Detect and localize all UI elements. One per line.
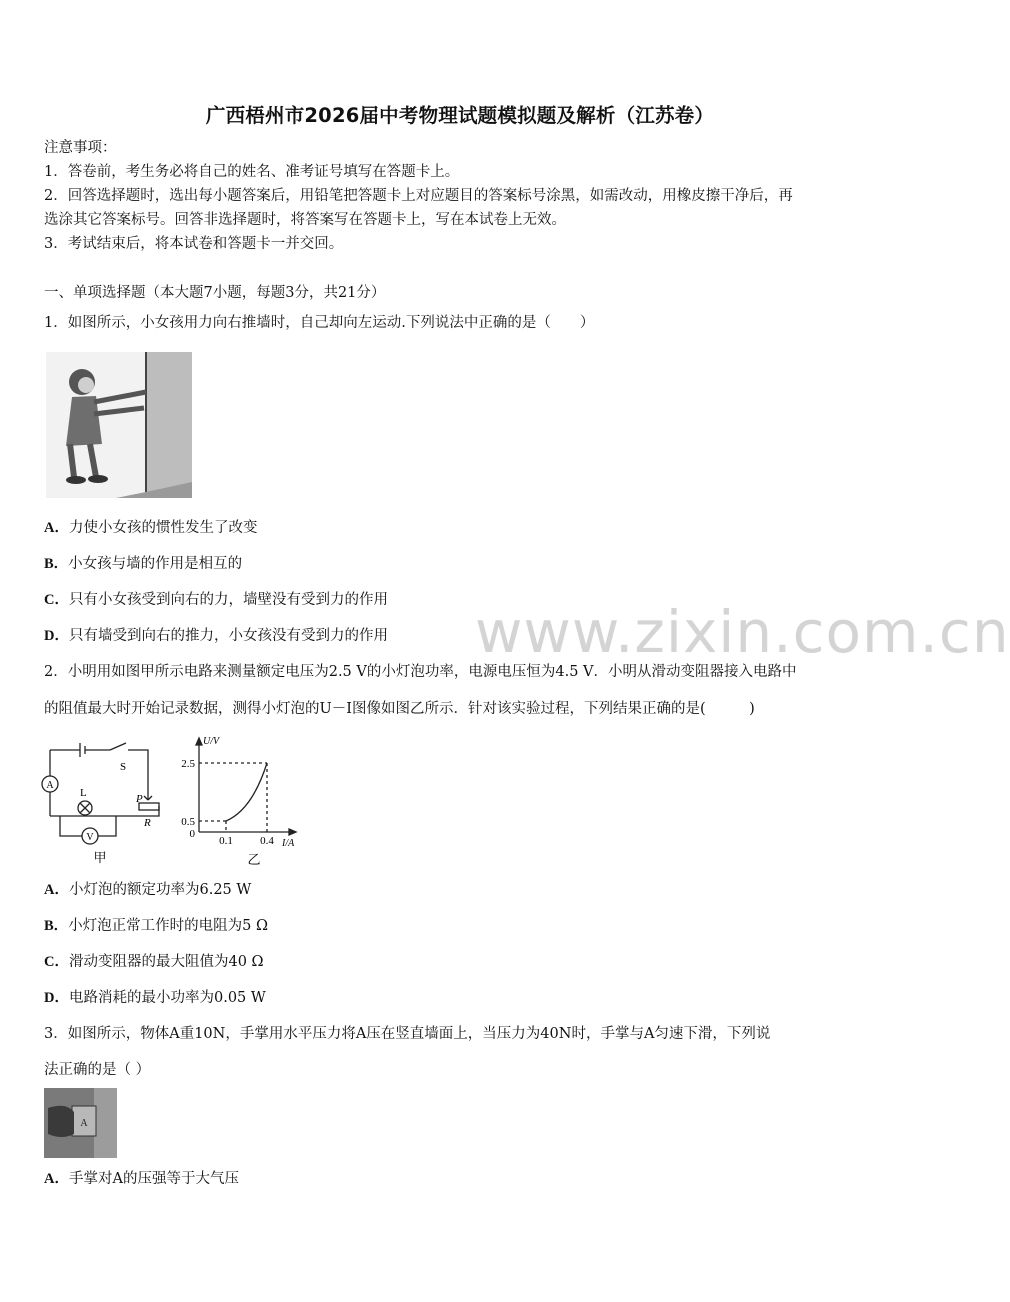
origin-label: 0 xyxy=(189,828,195,840)
lamp-label: L xyxy=(80,787,87,799)
y-tick-label: 0.5 xyxy=(181,816,195,828)
rheostat-label: R xyxy=(144,817,151,829)
question-3-stem-line1: 3．如图所示，物体A重10N，手掌用水平压力将A压在竖直墙面上，当压力为40N时，手掌与A匀速下滑，下列说 xyxy=(44,1026,771,1042)
option-label: A． xyxy=(44,1171,69,1187)
section-heading: 一、单项选择题（本大题7小题，每题3分，共21分） xyxy=(44,285,386,301)
slider-label: P xyxy=(136,793,143,805)
x-tick-label: 0.1 xyxy=(219,835,233,847)
option-text: 力使小女孩的惯性发生了改变 xyxy=(68,520,258,536)
notice-item: 2．回答选择题时，选出每小题答案后，用铅笔把答题卡上对应题目的答案标号涂黑，如需改动，用橡皮擦干净后，再 xyxy=(44,188,793,204)
question-2-stem-line2: 的阻值最大时开始记录数据，测得小灯泡的U－I图像如图乙所示．针对该实验过程，下列结果正确的是( ) xyxy=(44,701,755,717)
notice-item: 3．考试结束后，将本试卷和答题卡一并交回。 xyxy=(44,236,344,252)
option-label: D． xyxy=(44,990,69,1006)
q1-option-c xyxy=(44,590,388,610)
q2-option-d xyxy=(44,988,266,1008)
circuit-caption: 甲 xyxy=(93,850,107,865)
watermark: www.zixin.com.cn xyxy=(475,598,1010,666)
question-1-stem: 1．如图所示，小女孩用力向右推墙时，自己却向左运动.下列说法中正确的是（ ） xyxy=(44,315,595,331)
q1-option-a xyxy=(44,518,257,538)
option-label: D． xyxy=(44,628,69,644)
q1-option-b xyxy=(44,554,242,574)
graph-caption: 乙 xyxy=(247,852,261,867)
option-label: A． xyxy=(44,520,69,536)
block-label: A xyxy=(80,1118,88,1129)
option-label: B． xyxy=(44,918,69,934)
option-text: 小女孩与墙的作用是相互的 xyxy=(68,556,243,572)
option-text: 滑动变阻器的最大阻值为40 Ω xyxy=(68,954,264,970)
q2-option-b xyxy=(44,916,268,936)
option-label: C． xyxy=(44,954,69,970)
option-text: 小灯泡正常工作时的电阻为5 Ω xyxy=(68,918,269,934)
notice-item: 1．答卷前，考生务必将自己的姓名、准考证号填写在答题卡上。 xyxy=(44,164,460,180)
u-i-graph xyxy=(174,730,304,870)
question-2-stem-line1: 2．小明用如图甲所示电路来测量额定电压为2.5 V的小灯泡功率，电源电压恒为4.5 V．小明从滑动变阻器接入电路中 xyxy=(44,664,797,680)
y-axis-label: U/V xyxy=(203,736,220,747)
option-label: A． xyxy=(44,882,69,898)
page-title: 广西梧州市2026届中考物理试题模拟题及解析（江苏卷） xyxy=(205,104,715,127)
girl-pushing-wall-figure xyxy=(46,352,192,498)
x-axis-label: I/A xyxy=(282,838,295,849)
option-text: 只有小女孩受到向右的力，墙壁没有受到力的作用 xyxy=(68,592,388,608)
switch-label: S xyxy=(120,761,127,773)
q1-option-d xyxy=(44,626,388,646)
ammeter-label: A xyxy=(46,780,54,791)
option-text: 只有墙受到向右的推力，小女孩没有受到力的作用 xyxy=(68,628,388,644)
q3-option-a xyxy=(44,1169,239,1189)
option-text: 小灯泡的额定功率为6.25 W xyxy=(68,882,252,898)
y-tick-label: 2.5 xyxy=(181,758,195,770)
option-label: C． xyxy=(44,592,69,608)
question-3-stem-line2: 法正确的是（ ） xyxy=(44,1062,151,1078)
q2-option-a xyxy=(44,880,251,900)
notice-item: 选涂其它答案标号。回答非选择题时，将答案写在答题卡上，写在本试卷上无效。 xyxy=(44,212,566,228)
option-text: 手掌对A的压强等于大气压 xyxy=(68,1171,239,1187)
option-text: 电路消耗的最小功率为0.05 W xyxy=(68,990,266,1006)
hand-pressing-block-figure xyxy=(44,1088,117,1158)
circuit-diagram xyxy=(40,740,165,870)
voltmeter-label: V xyxy=(86,832,94,843)
option-label: B． xyxy=(44,556,69,572)
notice-heading: 注意事项： xyxy=(44,140,117,156)
q2-option-c xyxy=(44,952,264,972)
x-tick-label: 0.4 xyxy=(260,835,274,847)
